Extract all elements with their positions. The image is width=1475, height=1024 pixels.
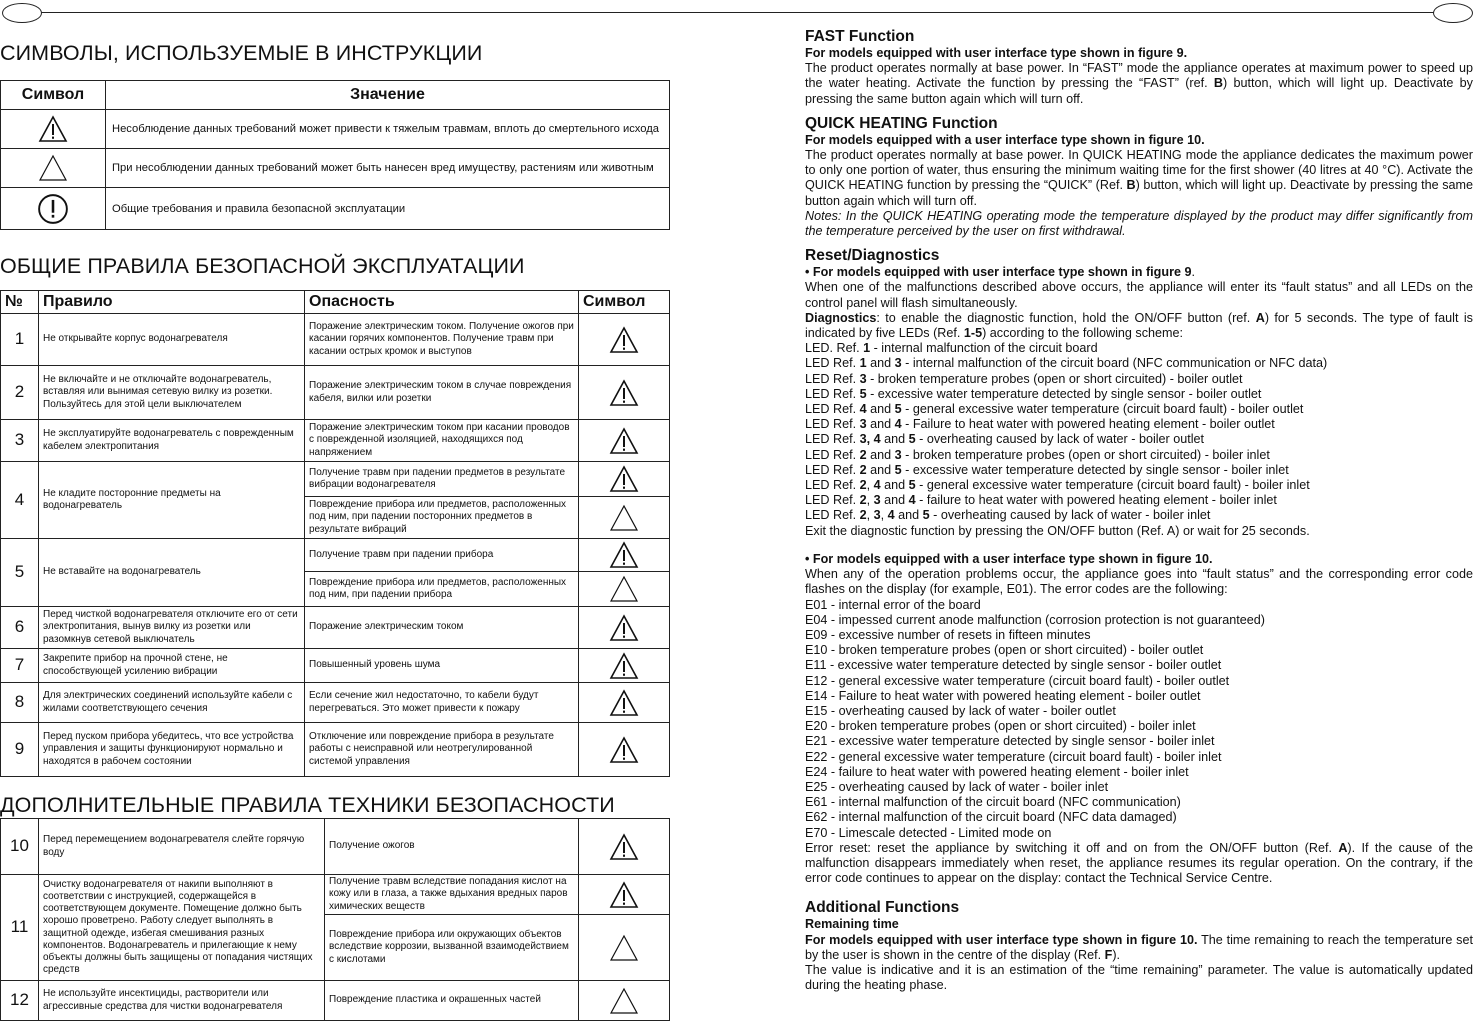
led-scheme-list: [805, 341, 1473, 523]
diag-ref: A: [1255, 310, 1265, 325]
led-ref-number: 2: [859, 447, 867, 462]
led-line-text: - overheating caused by lack of water - boiler inlet: [929, 508, 1211, 523]
symbols-row: [1, 188, 670, 230]
led-line-text: - overheating caused by lack of water - boiler outlet: [915, 432, 1205, 447]
led-line-text: and: [894, 508, 923, 523]
right-column: [805, 28, 1473, 993]
led-ref-number: 3, 4: [859, 432, 881, 447]
quick-heating-title: QUICK HEATING Function: [805, 114, 998, 132]
left-column: [0, 0, 670, 1024]
led-line-text: - broken temperature probes (open or short circuited) - boiler outlet: [866, 371, 1243, 386]
led-line: [805, 372, 1473, 387]
led-line-text: and: [866, 447, 895, 462]
led-ref-number: 3: [894, 356, 902, 371]
symbols-row: [1, 110, 670, 149]
reset-fig9-subtitle-text: • For models equipped with user interface type shown in figure 9: [805, 265, 1192, 280]
rule-text: Не используйте инсектициды, растворители или агрессивные средства для чистки водонагревателя: [39, 981, 325, 1021]
led-line: [805, 387, 1473, 402]
warning-triangle-exclamation-icon: [1, 110, 106, 149]
led-ref-number: 4: [908, 493, 916, 508]
error-reset-ref: A: [1338, 840, 1348, 855]
led-ref-number: 5: [908, 478, 916, 493]
remaining-body-part: The time remaining to reach the temperature set by the user is shown in the centre of the display (Ref.: [805, 932, 1473, 962]
additional-functions-title: Additional Functions: [805, 899, 960, 917]
reset-fig9-body: When one of the malfunctions described above occurs, the appliance will enter its “fault status” and all LEDs on the control panel will flash simultaneously.: [805, 280, 1473, 310]
error-code-line: E21 - excessive water temperature detected by single sensor - boiler inlet: [805, 734, 1215, 749]
error-code-list: [805, 598, 1473, 841]
general-header-no: №: [1, 291, 39, 314]
rule-text: Не открывайте корпус водонагревателя: [39, 314, 305, 366]
reset-fig9-subtitle: [805, 265, 1473, 280]
rule-number: 7: [1, 649, 39, 683]
rule-text: Для электрических соединений используйте кабели с жилами соответствующего сечения: [39, 683, 305, 723]
rule-text: Не включайте и не отключайте водонагреватель, вставляя или вынимая сетевую вилку из розетки. Пользуйтесь для этой цели выключателем: [39, 366, 305, 420]
led-line-text: LED Ref.: [805, 371, 860, 386]
led-line-text: ,: [866, 493, 874, 508]
led-line-text: and: [880, 478, 909, 493]
warning-triangle-empty-icon: [1, 149, 106, 188]
led-ref-number: 1: [859, 356, 867, 371]
diag-body-part: ) according to the following scheme:: [982, 326, 1184, 341]
quick-body-part: The product operates normally at base power. In QUICK HEATING mode the appliance dedicates the maximum power to only one portion of water, thus ensuring the minimum waiting time for the first shower (40 litres at 40 °C). Activate the QUICK HEATING function by pressing the “QUICK” (Ref.: [805, 148, 1473, 193]
led-line: [805, 341, 1473, 356]
error-reset-part: Error reset: reset the appliance by switching it off and on from the ON/OFF button (Ref.: [805, 840, 1339, 855]
error-code-line: E10 - broken temperature probes (open or short circuited) - boiler outlet: [805, 643, 1204, 658]
led-ref-number: 3: [873, 508, 881, 523]
led-ref-number: 5: [859, 386, 867, 401]
led-line-text: - general excessive water temperature (circuit board fault) - boiler inlet: [915, 478, 1310, 493]
rule-text: Не кладите посторонние предметы на водонагреватель: [39, 462, 305, 539]
rule-number: 4: [1, 462, 39, 539]
led-line: [805, 478, 1473, 493]
led-ref-number: 2: [859, 478, 867, 493]
symbols-header-symbol: Символ: [1, 81, 106, 110]
error-reset-paragraph: [805, 841, 1473, 887]
warning-triangle-empty-icon: [579, 915, 670, 981]
rule-number: 10: [1, 819, 39, 875]
led-line: [805, 417, 1473, 432]
rule-number: 8: [1, 683, 39, 723]
error-code-line: E61 - internal malfunction of the circuit board (NFC communication): [805, 795, 1181, 810]
error-code-line: E15 - overheating caused by lack of water - boiler outlet: [805, 703, 1116, 718]
danger-text: Отключение или повреждение прибора в результате работы с неисправной или неотрегулированной системой управления: [305, 723, 579, 777]
reset-diagnostics-title: Reset/Diagnostics: [805, 247, 940, 265]
symbols-row: [1, 149, 670, 188]
led-line-text: and: [880, 493, 909, 508]
led-line-text: and: [866, 402, 895, 417]
danger-text: Поражение электрическим током при касании проводов с поврежденной изоляцией, находящихся под напряжением: [305, 420, 579, 462]
warning-triangle-exclamation-icon: [579, 683, 670, 723]
led-line: [805, 356, 1473, 371]
led-ref-number: 4: [887, 508, 895, 523]
diag-leds: 1-5: [963, 326, 983, 341]
warning-triangle-empty-icon: [579, 981, 670, 1021]
fast-function-body: [805, 61, 1473, 107]
warning-triangle-exclamation-icon: [579, 649, 670, 683]
danger-text: Получение травм при падении прибора: [305, 539, 579, 572]
warning-triangle-exclamation-icon: [579, 607, 670, 649]
table-row: [1, 462, 670, 497]
error-code-line: E01 - internal error of the board: [805, 597, 981, 612]
rule-number: 6: [1, 607, 39, 649]
error-code-line: E22 - general excessive water temperature (circuit board fault) - boiler inlet: [805, 749, 1222, 764]
error-code-line: E62 - internal malfunction of the circuit board (NFC data damaged): [805, 810, 1177, 825]
symbols-meaning-text: Общие требования и правила безопасной эксплуатации: [106, 188, 670, 230]
led-line-text: LED Ref.: [805, 493, 860, 508]
rule-text: Не вставайте на водонагреватель: [39, 539, 305, 607]
reset-fig10-body: When any of the operation problems occur, the appliance goes into “fault status” and the corresponding error code flashes on the display (for example, E01). The error codes are the following:: [805, 567, 1473, 597]
led-line-text: LED. Ref.: [805, 341, 864, 356]
reset-fig9-subtitle-dot: .: [1191, 265, 1195, 280]
remaining-ref: F: [1104, 947, 1113, 962]
rule-number: 1: [1, 314, 39, 366]
symbols-meaning-text: При несоблюдении данных требований может быть нанесен вред имуществу, растениям или животным: [106, 149, 670, 188]
led-line-text: - broken temperature probes (open or short circuited) - boiler inlet: [901, 447, 1270, 462]
led-line-text: LED Ref.: [805, 417, 860, 432]
rule-text: Перед пуском прибора убедитесь, что все устройства управления и защиты функционируют нормально и находятся в рабочем состоянии: [39, 723, 305, 777]
table-row: [1, 875, 670, 915]
led-ref-number: 3: [859, 417, 867, 432]
led-line-text: LED Ref.: [805, 478, 860, 493]
led-ref-number: 5: [908, 432, 916, 447]
rule-number: 5: [1, 539, 39, 607]
warning-triangle-exclamation-icon: [579, 539, 670, 572]
table-row: [1, 683, 670, 723]
quick-heating-body: [805, 148, 1473, 209]
led-line-text: ,: [866, 478, 874, 493]
quick-heating-subtitle: For models equipped with a user interface type shown in figure 10.: [805, 132, 1205, 147]
warning-triangle-empty-icon: [579, 497, 670, 539]
danger-text: Поражение электрическим током в случае повреждения кабеля, вилки или розетки: [305, 366, 579, 420]
remaining-time-body-2: The value is indicative and it is an estimation of the “time remaining” parameter. The value is automatically updated during the heating phase.: [805, 962, 1473, 993]
danger-text: Повреждение пластика и окрашенных частей: [325, 981, 579, 1021]
led-ref-number: 3: [894, 447, 902, 462]
warning-triangle-exclamation-icon: [579, 723, 670, 777]
led-line-text: and: [880, 432, 909, 447]
remaining-time-body: [805, 933, 1473, 963]
fast-body-part: The product operates normally at base power. In “FAST” mode the appliance operates at maximum power to speed up the water heating. Activate the function by pressing the “FAST” (ref.: [805, 61, 1473, 91]
led-line-text: and: [866, 417, 895, 432]
led-line: [805, 463, 1473, 478]
table-row: [1, 420, 670, 462]
led-line: [805, 508, 1473, 523]
rule-text: Очистку водонагревателя от накипи выполняют в соответствии с инструкцией, содержащейся в соответствующем документе. Помещение должно быть хорошо проветрено. Работу следует выполнять в защитной одежде, избегая смешивания разных компонентов. Водонагреватель и прилегающие к нему объекты должны быть защищены от попадания чистящих средств: [39, 875, 325, 981]
symbols-table: [0, 80, 670, 230]
error-code-line: E20 - broken temperature probes (open or short circuited) - boiler inlet: [805, 719, 1196, 734]
danger-text: Получение травм при падении предметов в результате вибрации водонагревателя: [305, 462, 579, 497]
general-rules-table: [0, 290, 670, 777]
table-row: [1, 819, 670, 875]
warning-triangle-exclamation-icon: [579, 366, 670, 420]
error-code-line: E25 - overheating caused by lack of water - boiler inlet: [805, 779, 1109, 794]
error-code-line: E12 - general excessive water temperature (circuit board fault) - boiler outlet: [805, 673, 1230, 688]
warning-triangle-exclamation-icon: [579, 875, 670, 915]
remaining-subtitle: For models equipped with user interface type shown in figure 10.: [805, 932, 1198, 947]
quick-ref: B: [1126, 178, 1136, 193]
led-ref-number: 1: [863, 341, 871, 356]
warning-triangle-exclamation-icon: [579, 819, 670, 875]
led-line-text: - excessive water temperature detected by single sensor - boiler inlet: [901, 462, 1289, 477]
led-ref-number: 5: [922, 508, 930, 523]
led-line-text: LED Ref.: [805, 402, 860, 417]
danger-text: Повреждение прибора или предметов, расположенных под ним, при падении прибора: [305, 572, 579, 607]
rule-number: 3: [1, 420, 39, 462]
led-line-text: LED Ref.: [805, 447, 860, 462]
table-row: [1, 723, 670, 777]
general-header-danger: Опасность: [305, 291, 579, 314]
rule-text: Закрепите прибор на прочной стене, не способствующей усилению вибрации: [39, 649, 305, 683]
table-row: [1, 539, 670, 572]
rule-number: 9: [1, 723, 39, 777]
extra-rules-table: [0, 818, 670, 1021]
rule-number: 2: [1, 366, 39, 420]
led-line-text: - Failure to heat water with powered heating element - boiler outlet: [901, 417, 1275, 432]
led-ref-number: 5: [894, 402, 902, 417]
led-ref-number: 2: [859, 508, 867, 523]
danger-text: Если сечение жил недостаточно, то кабели будут перегреваться. Это может привести к пожару: [305, 683, 579, 723]
danger-text: Поражение электрическим током. Получение ожогов при касании горячих компонентов. Получение травм при касании острых кромок и выступов: [305, 314, 579, 366]
led-line: [805, 448, 1473, 463]
danger-text: Повышенный уровень шума: [305, 649, 579, 683]
led-ref-number: 2: [859, 462, 867, 477]
led-ref-number: 4: [894, 417, 902, 432]
diagnostics-label: Diagnostics: [805, 310, 877, 325]
diag-body-part: : to enable the diagnostic function, hold the ON/OFF button (ref.: [876, 310, 1256, 325]
warning-triangle-exclamation-icon: [579, 462, 670, 497]
led-ref-number: 4: [873, 478, 881, 493]
led-ref-number: 2: [859, 493, 867, 508]
rule-text: Перед перемещением водонагревателя слейте горячую воду: [39, 819, 325, 875]
remaining-body-part: ).: [1112, 947, 1121, 962]
error-code-line: E14 - Failure to heat water with powered heating element - boiler outlet: [805, 688, 1201, 703]
led-line-text: - internal malfunction of the circuit board: [870, 341, 1098, 356]
exit-diagnostic-text: Exit the diagnostic function by pressing the ON/OFF button (Ref. A) or wait for 25 seconds.: [805, 523, 1310, 538]
general-header-symbol: Символ: [579, 291, 670, 314]
led-line-text: LED Ref.: [805, 386, 860, 401]
error-code-line: E24 - failure to heat water with powered heating element - boiler inlet: [805, 764, 1189, 779]
table-row: [1, 649, 670, 683]
rule-text: Перед чисткой водонагревателя отключите его от сети электропитания, вынув вилку из розетки или разомкнув сетевой выключатель: [39, 607, 305, 649]
table-row: [1, 314, 670, 366]
danger-text: Получение ожогов: [325, 819, 579, 875]
warning-triangle-empty-icon: [579, 572, 670, 607]
led-line-text: - internal malfunction of the circuit board (NFC communication or NFC data): [901, 356, 1328, 371]
error-code-line: E11 - excessive water temperature detected by single sensor - boiler outlet: [805, 658, 1222, 673]
led-line-text: and: [866, 356, 895, 371]
led-line: [805, 402, 1473, 417]
fast-function-title: FAST Function: [805, 28, 915, 45]
rule-number: 11: [1, 875, 39, 981]
rule-number: 12: [1, 981, 39, 1021]
reset-fig10-subtitle: • For models equipped with a user interface type shown in figure 10.: [805, 551, 1213, 566]
fast-function-subtitle: For models equipped with user interface type shown in figure 9.: [805, 46, 1188, 60]
quick-body-part: ) button, which will light up. Deactivate by pressing the same button again which will turn off.: [805, 178, 1473, 208]
led-line: [805, 493, 1473, 508]
error-code-line: E09 - excessive number of resets in fifteen minutes: [805, 627, 1091, 642]
warning-triangle-exclamation-icon: [579, 420, 670, 462]
table-row: [1, 607, 670, 649]
rule-text: Не эксплуатируйте водонагреватель с поврежденным кабелем электропитания: [39, 420, 305, 462]
quick-heating-note: Notes: In the QUICK HEATING operating mode the temperature displayed by the product may differ significantly from the temperature perceived by the user on first withdrawal.: [805, 208, 1473, 239]
exclamation-circle-icon: [1, 188, 106, 230]
led-line-text: ,: [880, 508, 888, 523]
fast-body-part: ) button, which will light up. Deactivate by pressing the same button again which will turn off.: [805, 76, 1473, 106]
led-ref-number: 4: [859, 402, 867, 417]
remaining-time-title: Remaining time: [805, 917, 899, 932]
led-line-text: - excessive water temperature detected by single sensor - boiler outlet: [866, 386, 1262, 401]
table-row: [1, 981, 670, 1021]
led-ref-number: 3: [859, 371, 867, 386]
led-line-text: LED Ref.: [805, 462, 860, 477]
general-rules-section-title: ОБЩИЕ ПРАВИЛА БЕЗОПАСНОЙ ЭКСПЛУАТАЦИИ: [0, 254, 525, 278]
led-line: [805, 432, 1473, 447]
diag-body-part: ) for 5 seconds. The type of fault is indicated by five LEDs (Ref.: [805, 310, 1473, 341]
danger-text: Повреждение прибора или предметов, расположенных под ним, при падении посторонних предметов в результате вибраций: [305, 497, 579, 539]
led-ref-number: 3: [873, 493, 881, 508]
error-reset-part: ). If the cause of the malfunction disappears immediately when reset, the appliance resumes its regular operation. On the contrary, if the error code continues to appear on the display: contact the Technical Service Centre.: [805, 840, 1473, 886]
symbols-section-title: СИМВОЛЫ, ИСПОЛЬЗУЕМЫЕ В ИНСТРУКЦИИ: [0, 41, 483, 65]
warning-triangle-exclamation-icon: [579, 314, 670, 366]
diagnostics-paragraph: [805, 311, 1473, 341]
danger-text: Повреждение прибора или окружающих объектов вследствие коррозии, вызванной взаимодействием с кислотами: [325, 915, 579, 981]
led-line-text: and: [866, 462, 895, 477]
led-line-text: LED Ref.: [805, 508, 860, 523]
led-line-text: ,: [866, 508, 874, 523]
error-code-line: E70 - Limescale detected - Limited mode on: [805, 825, 1052, 840]
page-corner-oval-right: [1433, 3, 1473, 23]
symbols-header-meaning: Значение: [106, 81, 670, 110]
led-line-text: LED Ref.: [805, 356, 860, 371]
danger-text: Поражение электрическим током: [305, 607, 579, 649]
led-line-text: LED Ref.: [805, 432, 860, 447]
fast-ref: B: [1213, 76, 1224, 91]
symbols-meaning-text: Несоблюдение данных требований может привести к тяжелым травмам, вплоть до смертельного исхода: [106, 110, 670, 149]
table-row: [1, 366, 670, 420]
led-ref-number: 5: [894, 462, 902, 477]
led-line-text: - general excessive water temperature (circuit board fault) - boiler outlet: [901, 402, 1304, 417]
general-header-rule: Правило: [39, 291, 305, 314]
danger-text: Получение травм вследствие попадания кислот на кожу или в глаза, а также вдыхания вредных паров химических веществ: [325, 875, 579, 915]
error-code-line: E04 - impessed current anode malfunction (corrosion protection is not guaranteed): [805, 612, 1265, 627]
led-line-text: - failure to heat water with powered heating element - boiler inlet: [915, 493, 1277, 508]
extra-rules-section-title: ДОПОЛНИТЕЛЬНЫЕ ПРАВИЛА ТЕХНИКИ БЕЗОПАСНОСТИ: [0, 793, 615, 817]
